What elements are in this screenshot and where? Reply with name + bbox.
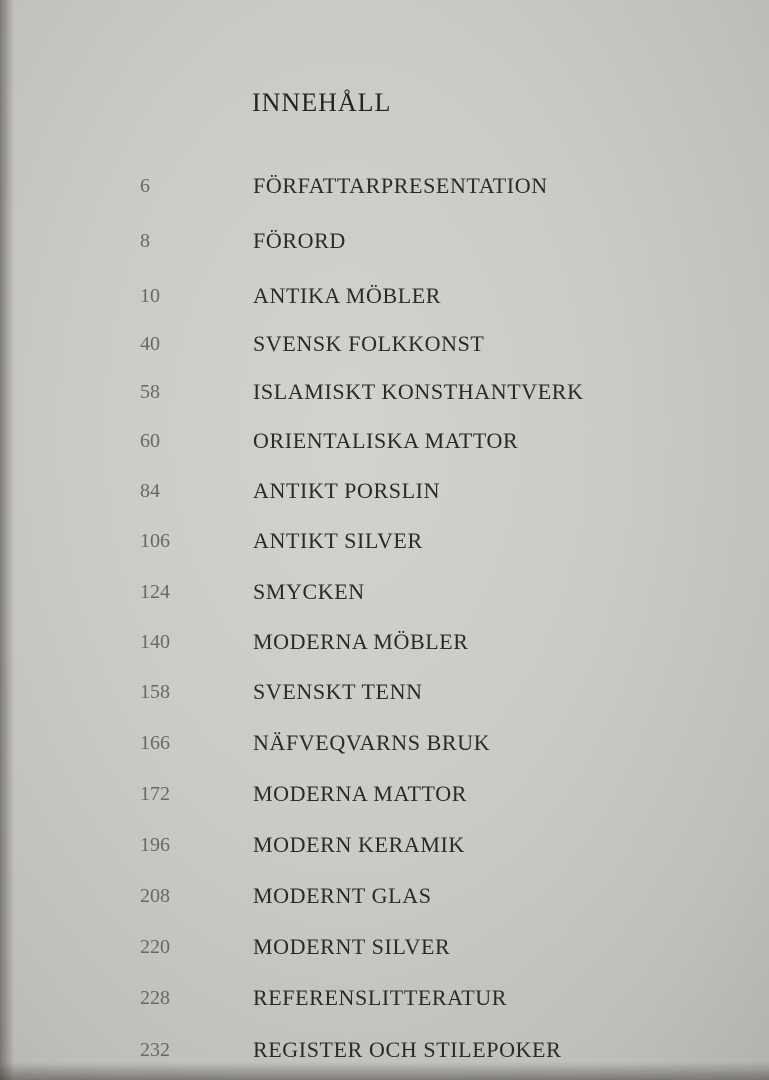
toc-chapter-title: SMYCKEN (253, 579, 365, 604)
toc-page-number: 124 (140, 581, 170, 603)
toc-entry (0, 574, 769, 610)
toc-chapter-title: FÖRORD (253, 228, 346, 253)
toc-entry (0, 223, 769, 259)
toc-chapter-title: ANTIKT SILVER (253, 528, 423, 553)
toc-page-number: 140 (140, 631, 170, 653)
toc-entry (0, 980, 769, 1016)
toc-entry (0, 725, 769, 761)
toc-page-number: 60 (140, 430, 160, 452)
toc-chapter-title: SVENSKT TENN (253, 679, 423, 704)
toc-chapter-title: ORIENTALISKA MATTOR (253, 428, 519, 453)
toc-entry (0, 326, 769, 362)
toc-entry (0, 278, 769, 314)
toc-entry (0, 473, 769, 509)
toc-page-number: 8 (140, 230, 150, 252)
toc-chapter-title: MODERN KERAMIK (253, 832, 465, 857)
toc-entry (0, 423, 769, 459)
toc-entry (0, 878, 769, 914)
toc-entry (0, 374, 769, 410)
toc-entry (0, 929, 769, 965)
toc-entry (0, 674, 769, 710)
toc-page-number: 106 (140, 530, 170, 552)
toc-chapter-title: REFERENSLITTERATUR (253, 985, 508, 1010)
toc-entry (0, 776, 769, 812)
toc-entry (0, 827, 769, 863)
toc-chapter-title: ISLAMISKT KONSTHANTVERK (253, 379, 584, 404)
toc-page-number: 40 (140, 333, 160, 355)
toc-page-number: 220 (140, 936, 170, 958)
toc-chapter-title: FÖRFATTARPRESENTATION (253, 173, 548, 198)
toc-chapter-title: MODERNT SILVER (253, 934, 451, 959)
toc-entry (0, 168, 769, 204)
toc-chapter-title: REGISTER OCH STILEPOKER (253, 1037, 562, 1062)
toc-chapter-title: MODERNA MATTOR (253, 781, 467, 806)
toc-chapter-title: ANTIKT PORSLIN (253, 478, 441, 503)
toc-entry (0, 1032, 769, 1068)
toc-page-number: 208 (140, 885, 170, 907)
toc-page-number: 10 (140, 285, 160, 307)
toc-page-number: 58 (140, 381, 160, 403)
toc-page-number: 84 (140, 480, 160, 502)
toc-chapter-title: MODERNT GLAS (253, 883, 432, 908)
toc-entry (0, 624, 769, 660)
toc-entry (0, 523, 769, 559)
toc-page-number: 232 (140, 1039, 170, 1061)
toc-page-number: 228 (140, 987, 170, 1009)
toc-page-number: 158 (140, 681, 170, 703)
toc-chapter-title: MODERNA MÖBLER (253, 629, 469, 654)
toc-page-number: 6 (140, 175, 150, 197)
contents-heading: INNEHÅLL (252, 88, 392, 117)
toc-chapter-title: NÄFVEQVARNS BRUK (253, 730, 491, 755)
toc-chapter-title: SVENSK FOLKKONST (253, 331, 485, 356)
toc-page-number: 196 (140, 834, 170, 856)
toc-page-number: 172 (140, 783, 170, 805)
toc-chapter-title: ANTIKA MÖBLER (253, 283, 442, 308)
toc-page-number: 166 (140, 732, 170, 754)
